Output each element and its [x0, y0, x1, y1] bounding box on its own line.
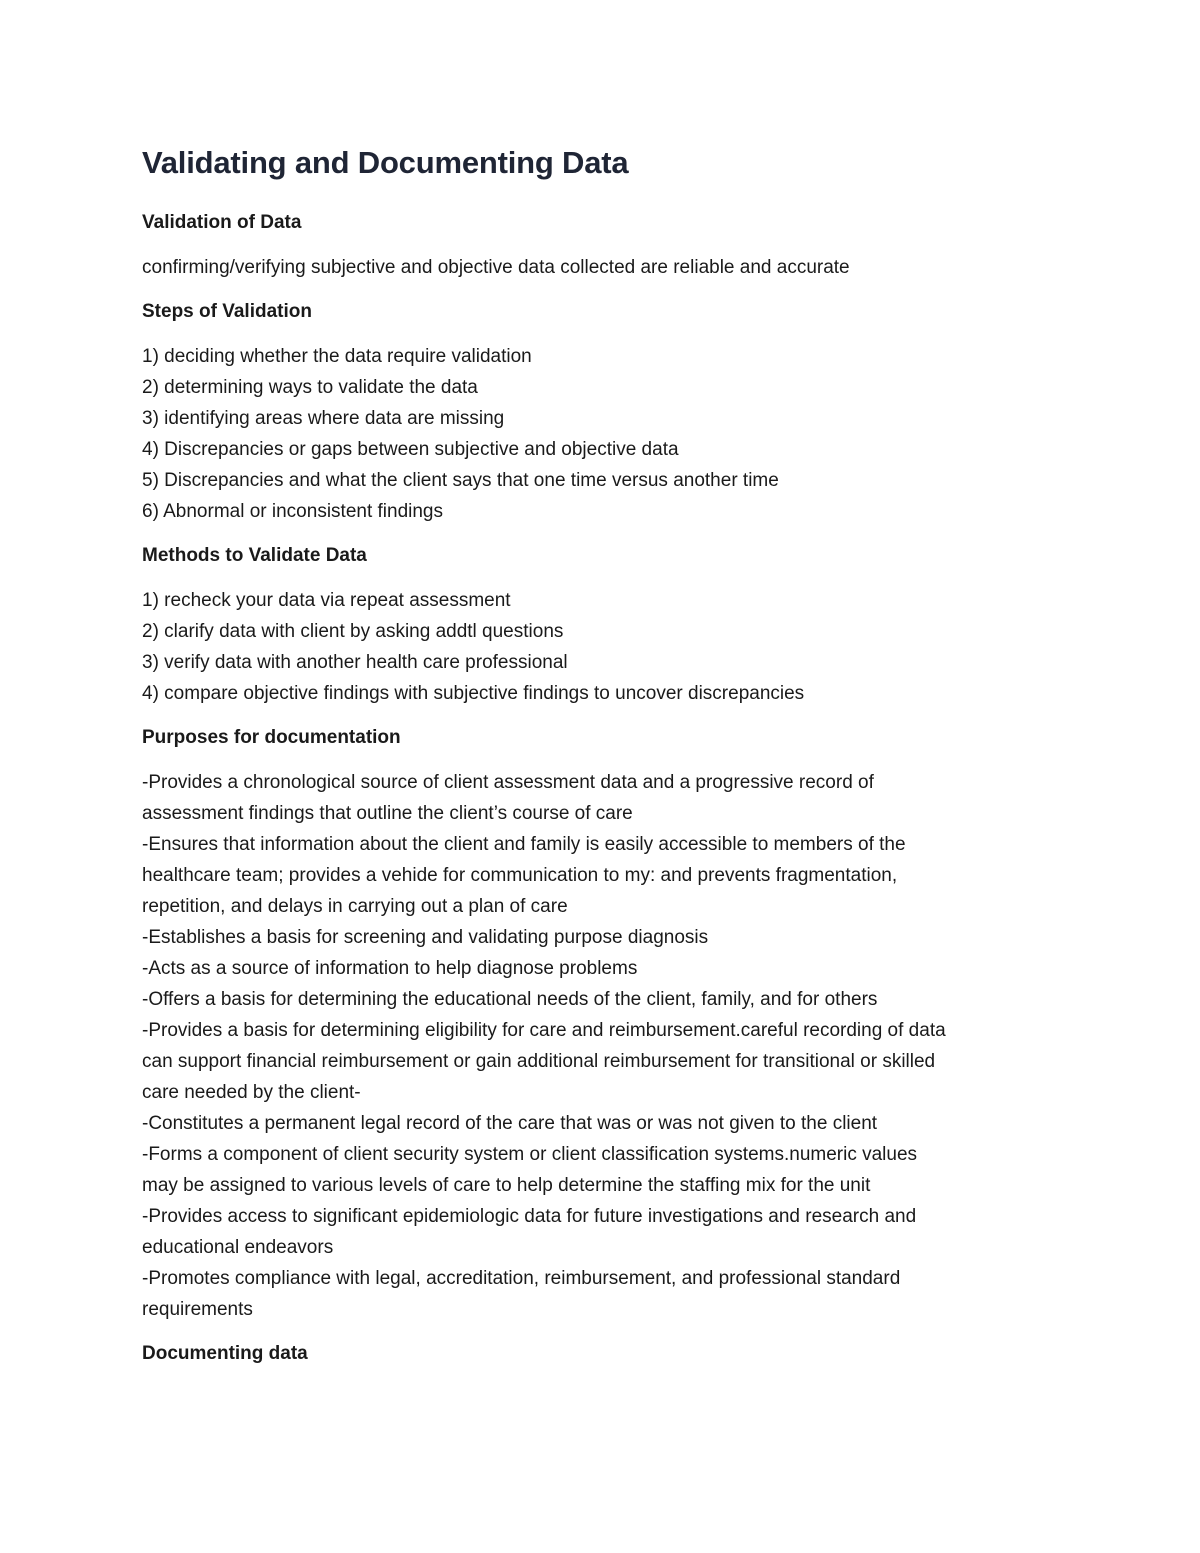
section-heading-purposes-for-documentation: Purposes for documentation: [142, 727, 401, 748]
section-heading-documenting-data: Documenting data: [142, 1343, 308, 1364]
text-line: requirements: [142, 1299, 253, 1320]
list-item: 2) determining ways to validate the data: [142, 377, 478, 398]
text-line: -Promotes compliance with legal, accreditation, reimbursement, and professional standard: [142, 1268, 901, 1289]
text-line: -Constitutes a permanent legal record of the care that was or was not given to the client: [142, 1113, 878, 1134]
document-page: [142, 142, 1082, 1383]
text-line: -Ensures that information about the client and family is easily accessible to members of the: [142, 834, 906, 855]
text-line: -Provides a chronological source of client assessment data and a progressive record of: [142, 772, 874, 793]
text-line: may be assigned to various levels of care to help determine the staffing mix for the unit: [142, 1175, 871, 1196]
purposes-for-documentation-text: [142, 767, 1082, 1325]
list-item: 1) deciding whether the data require validation: [142, 346, 532, 367]
section-heading-steps-of-validation: Steps of Validation: [142, 301, 312, 322]
page-title: Validating and Documenting Data: [142, 145, 629, 180]
text-line: care needed by the client-: [142, 1082, 361, 1103]
list-item: 3) identifying areas where data are missing: [142, 408, 505, 429]
text-line: -Provides access to significant epidemiologic data for future investigations and research and: [142, 1206, 917, 1227]
text-line: assessment findings that outline the client’s course of care: [142, 803, 633, 824]
section-heading-validation-of-data: Validation of Data: [142, 212, 302, 233]
list-item: 4) Discrepancies or gaps between subjective and objective data: [142, 439, 679, 460]
text-line: -Provides a basis for determining eligibility for care and reimbursement.careful recording of data: [142, 1020, 946, 1041]
methods-to-validate-list: [142, 585, 1082, 709]
text-line: -Offers a basis for determining the educational needs of the client, family, and for others: [142, 989, 878, 1010]
text-line: can support financial reimbursement or gain additional reimbursement for transitional or skilled: [142, 1051, 936, 1072]
text-line: -Forms a component of client security system or client classification systems.numeric values: [142, 1144, 918, 1165]
section-heading-methods-to-validate-data: Methods to Validate Data: [142, 545, 367, 566]
text-line: -Acts as a source of information to help diagnose problems: [142, 958, 638, 979]
list-item: 2) clarify data with client by asking addtl questions: [142, 621, 564, 642]
text-line: educational endeavors: [142, 1237, 334, 1258]
list-item: 3) verify data with another health care professional: [142, 652, 568, 673]
steps-of-validation-list: [142, 341, 1082, 527]
list-item: 5) Discrepancies and what the client says that one time versus another time: [142, 470, 779, 491]
list-item: 4) compare objective findings with subjective findings to uncover discrepancies: [142, 683, 805, 704]
text-line: healthcare team; provides a vehide for communication to my: and prevents fragmentation,: [142, 865, 898, 886]
validation-definition: confirming/verifying subjective and objective data collected are reliable and accurate: [142, 257, 850, 278]
text-line: repetition, and delays in carrying out a plan of care: [142, 896, 568, 917]
list-item: 6) Abnormal or inconsistent findings: [142, 501, 443, 522]
text-line: -Establishes a basis for screening and validating purpose diagnosis: [142, 927, 709, 948]
list-item: 1) recheck your data via repeat assessment: [142, 590, 511, 611]
